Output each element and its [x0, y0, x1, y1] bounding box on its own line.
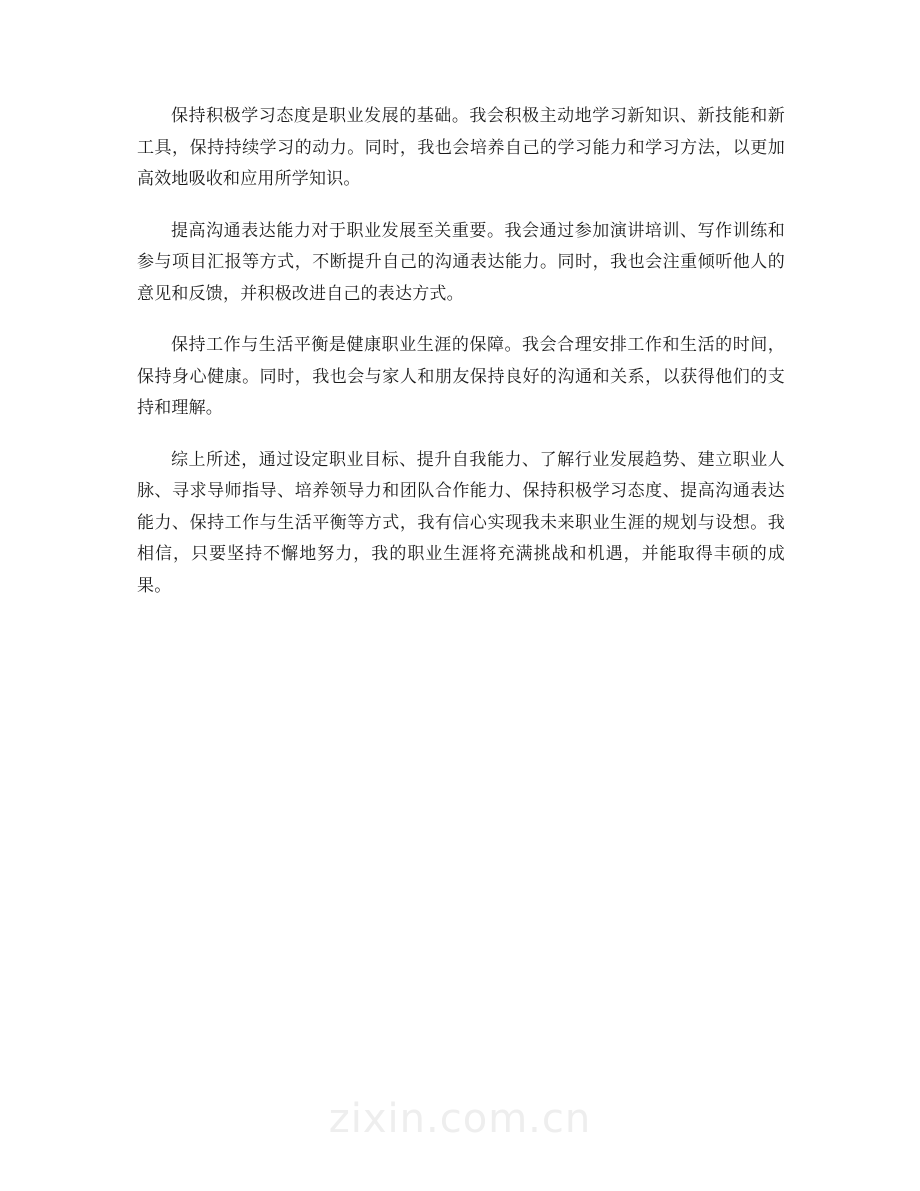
paragraph-learning-attitude: 保持积极学习态度是职业发展的基础。我会积极主动地学习新知识、新技能和新工具，保持持续学习的动力。同时，我也会培养自己的学习能力和学习方法，以更加高效地吸收和应用所学知识。 — [137, 106, 785, 189]
paragraph-communication: 提高沟通表达能力对于职业发展至关重要。我会通过参加演讲培训、写作训练和参与项目汇报等方式，不断提升自己的沟通表达能力。同时，我也会注重倾听他人的意见和反馈，并积极改进自己的表达方式。 — [137, 220, 785, 304]
paragraph-work-life-balance: 保持工作与生活平衡是健康职业生涯的保障。我会合理安排工作和生活的时间，保持身心健康。同时，我也会与家人和朋友保持良好的沟通和关系，以获得他们的支持和理解。 — [137, 335, 785, 418]
watermark: zixin.com.cn — [328, 1096, 592, 1142]
document-body — [137, 101, 785, 622]
paragraph-conclusion: 综上所述，通过设定职业目标、提升自我能力、了解行业发展趋势、建立职业人脉、寻求导师指导、培养领导力和团队合作能力、保持积极学习态度、提高沟通表达能力、保持工作与生活平衡等方式，我有信心实现我未来职业生涯的规划与设想。我相信，只要坚持不懈地努力，我的职业生涯将充满挑战和机遇，并能取得丰硕的成果。 — [137, 449, 785, 596]
